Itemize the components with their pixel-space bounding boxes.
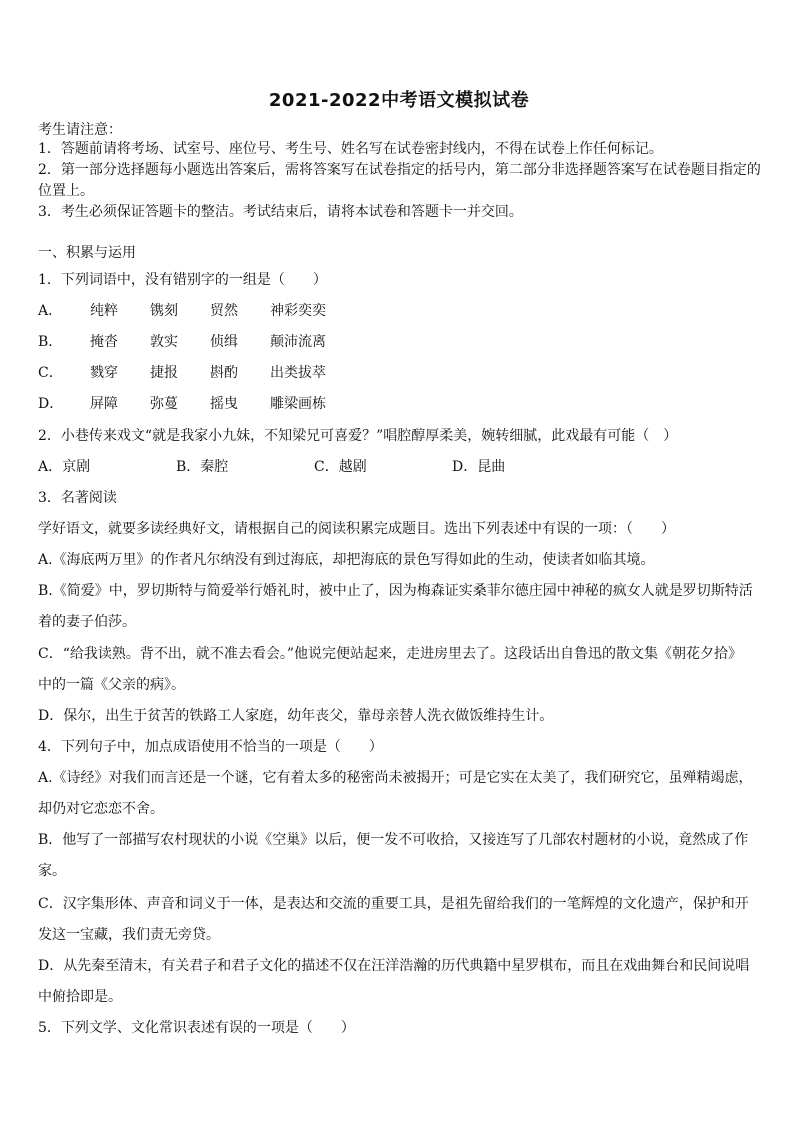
option-row-b (38, 333, 326, 351)
option-row-c (38, 364, 326, 382)
option-word: 捷报 (150, 365, 178, 381)
option-word: 斟酌 (210, 365, 238, 381)
option-word: 屏障 (90, 396, 118, 412)
notice-heading: 考生请注意： (38, 122, 122, 138)
option-row-d (38, 395, 326, 413)
option-item: B．秦腔 (176, 459, 229, 475)
option-word: 掩沓 (90, 334, 118, 350)
option-row-q2 (38, 458, 505, 476)
question-line: B.《简爱》中，罗切斯特与简爱举行婚礼时，被中止了，因为梅森证实桑菲尔德庄园中神秘的疯女人就是罗切斯特活 (38, 583, 753, 599)
notice-item: 2．第一部分选择题每小题选出答案后，需将答案写在试卷指定的括号内，第二部分非选择题答案写在试卷题目指定的 (38, 162, 761, 178)
question-line: C．“给我读熟。背不出，就不准去看会。”他说完便站起来，走进房里去了。这段话出自鲁迅的散文集《朝花夕拾》 (38, 646, 743, 662)
question-line: D．从先秦至清末，有关君子和君子文化的描述不仅在汪洋浩瀚的历代典籍中星罗棋布，而且在戏曲舞台和民间说唱 (38, 958, 750, 974)
option-word: 敦实 (150, 334, 178, 350)
question-line: 中的一篇《父亲的病》。 (38, 677, 185, 693)
question-stem-4: 4．下列句子中，加点成语使用不恰当的一项是（ ） (38, 739, 383, 755)
question-stem-5: 5．下列文学、文化常识表述有误的一项是（ ） (38, 1020, 355, 1036)
question-stem-2: 2．小巷传来戏文“就是我家小九妹，不知梁兄可喜爱？”唱腔醇厚柔美，婉转细腻，此戏最有可能（ ） (38, 428, 678, 444)
option-label: D． (38, 396, 64, 412)
option-word: 出类拔萃 (270, 365, 326, 381)
question-line: D．保尔，出生于贫苦的铁路工人家庭，幼年丧父，靠母亲替人洗衣做饭维持生计。 (38, 708, 554, 724)
question-line: B．他写了一部描写农村现状的小说《空巢》以后，便一发不可收拾，又接连写了几部农村题材的小说，竟然成了作 (38, 832, 749, 848)
question-stem-1: 1．下列词语中，没有错别字的一组是（ ） (38, 272, 327, 288)
question-line: 却仍对它恋恋不舍。 (38, 801, 164, 817)
option-word: 弥蔓 (150, 396, 178, 412)
notice-item: 3．考生必须保证答题卡的整洁。考试结束后，请将本试卷和答题卡一并交回。 (38, 204, 523, 220)
option-label: A． (38, 303, 63, 319)
option-word: 镌刻 (150, 303, 178, 319)
option-word: 颠沛流离 (270, 334, 326, 350)
question-line: C．汉字集形体、声音和词义于一体，是表达和交流的重要工具，是祖先留给我们的一笔辉煌的文化遗产，保护和开 (38, 896, 749, 912)
option-item: D．昆曲 (452, 459, 506, 475)
notice-item: 1．答题前请将考场、试室号、座位号、考生号、姓名写在试卷密封线内，不得在试卷上作任何标记。 (38, 141, 663, 157)
question-line: 家。 (38, 863, 66, 879)
page-title: 2021-2022中考语文模拟试卷 (268, 90, 530, 111)
question-line: 发这一宝藏，我们责无旁贷。 (38, 927, 220, 943)
option-item: A．京剧 (38, 459, 91, 475)
option-word: 雕梁画栋 (270, 396, 326, 412)
option-row-a (38, 302, 326, 320)
option-label: C． (38, 365, 63, 381)
question-line: A.《诗经》对我们而言还是一个谜，它有着太多的秘密尚未被揭开；可是它实在太美了，我们研究它，虽殚精竭虑， (38, 770, 753, 786)
notice-item: 位置上。 (38, 183, 94, 199)
question-line: 着的妻子伯莎。 (38, 614, 136, 630)
question-line: A.《海底两万里》的作者凡尔纳没有到过海底，却把海底的景色写得如此的生动，使读者如临其境。 (38, 552, 655, 568)
question-stem-3: 3．名著阅读 (38, 490, 117, 506)
option-word: 摇曳 (210, 396, 238, 412)
option-word: 纯粹 (90, 303, 118, 319)
option-label: B． (38, 334, 63, 350)
option-word: 侦缉 (210, 334, 238, 350)
section-heading: 一、积累与运用 (38, 245, 136, 261)
option-word: 戮穿 (90, 365, 118, 381)
question-intro: 学好语文，就要多读经典好文，请根据自己的阅读积累完成题目。选出下列表述中有误的一项：（ ） (38, 521, 675, 537)
option-word: 贸然 (210, 303, 238, 319)
question-line: 中俯拾即是。 (38, 989, 122, 1005)
option-item: C．越剧 (314, 459, 367, 475)
option-word: 神彩奕奕 (270, 303, 326, 319)
exam-page (38, 0, 760, 1123)
